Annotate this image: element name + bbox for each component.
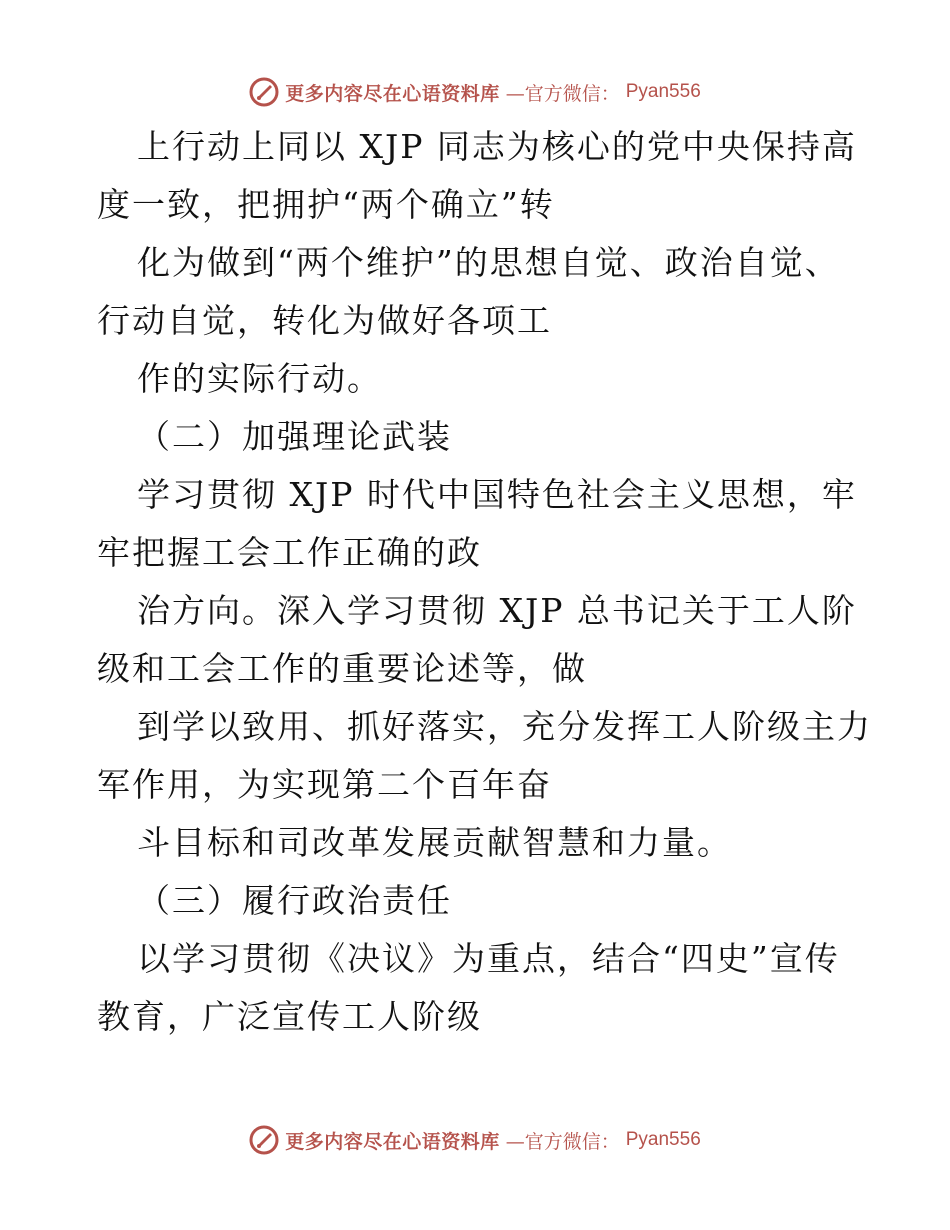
section-heading: （二）加强理论武装 [137, 417, 452, 456]
header-watermark [0, 72, 950, 112]
text-line: 化为做到“两个维护”的思想自觉、政治自觉、 [137, 243, 840, 282]
watermark-logo-icon [249, 77, 279, 107]
footer-watermark [0, 1120, 950, 1160]
watermark-wechat-id: Pyan556 [625, 81, 701, 102]
text-line: 治方向。深入学习贯彻 XJP 总书记关于工人阶 [137, 591, 857, 630]
text-line: 教育，广泛宣传工人阶级 [97, 997, 482, 1036]
text-line: 牢把握工会工作正确的政 [97, 533, 482, 572]
text-line: 度一致，把拥护“两个确立”转 [97, 185, 555, 224]
text-line: 以学习贯彻《决议》为重点，结合“四史”宣传 [137, 939, 840, 978]
section-heading: （三）履行政治责任 [137, 881, 452, 920]
watermark-wechat-id: Pyan556 [625, 1129, 701, 1150]
document-body [97, 118, 872, 1046]
watermark-official-label: —官方微信： [505, 1130, 620, 1153]
text-line: 学习贯彻 XJP 时代中国特色社会主义思想，牢 [137, 475, 857, 514]
text-line: 上行动上同以 XJP 同志为核心的党中央保持高 [137, 127, 857, 166]
text-line: 到学以致用、抓好落实，充分发挥工人阶级主力 [137, 707, 872, 746]
watermark-brand: 更多内容尽在心语资料库 [285, 82, 500, 105]
watermark-official-label: —官方微信： [505, 82, 620, 105]
text-line: 作的实际行动。 [137, 359, 382, 398]
watermark-brand: 更多内容尽在心语资料库 [285, 1130, 500, 1153]
text-line: 行动自觉，转化为做好各项工 [97, 301, 552, 340]
text-line: 斗目标和司改革发展贡献智慧和力量。 [137, 823, 732, 862]
watermark-logo-icon [249, 1125, 279, 1155]
text-line: 级和工会工作的重要论述等，做 [97, 649, 587, 688]
text-line: 军作用，为实现第二个百年奋 [97, 765, 552, 804]
